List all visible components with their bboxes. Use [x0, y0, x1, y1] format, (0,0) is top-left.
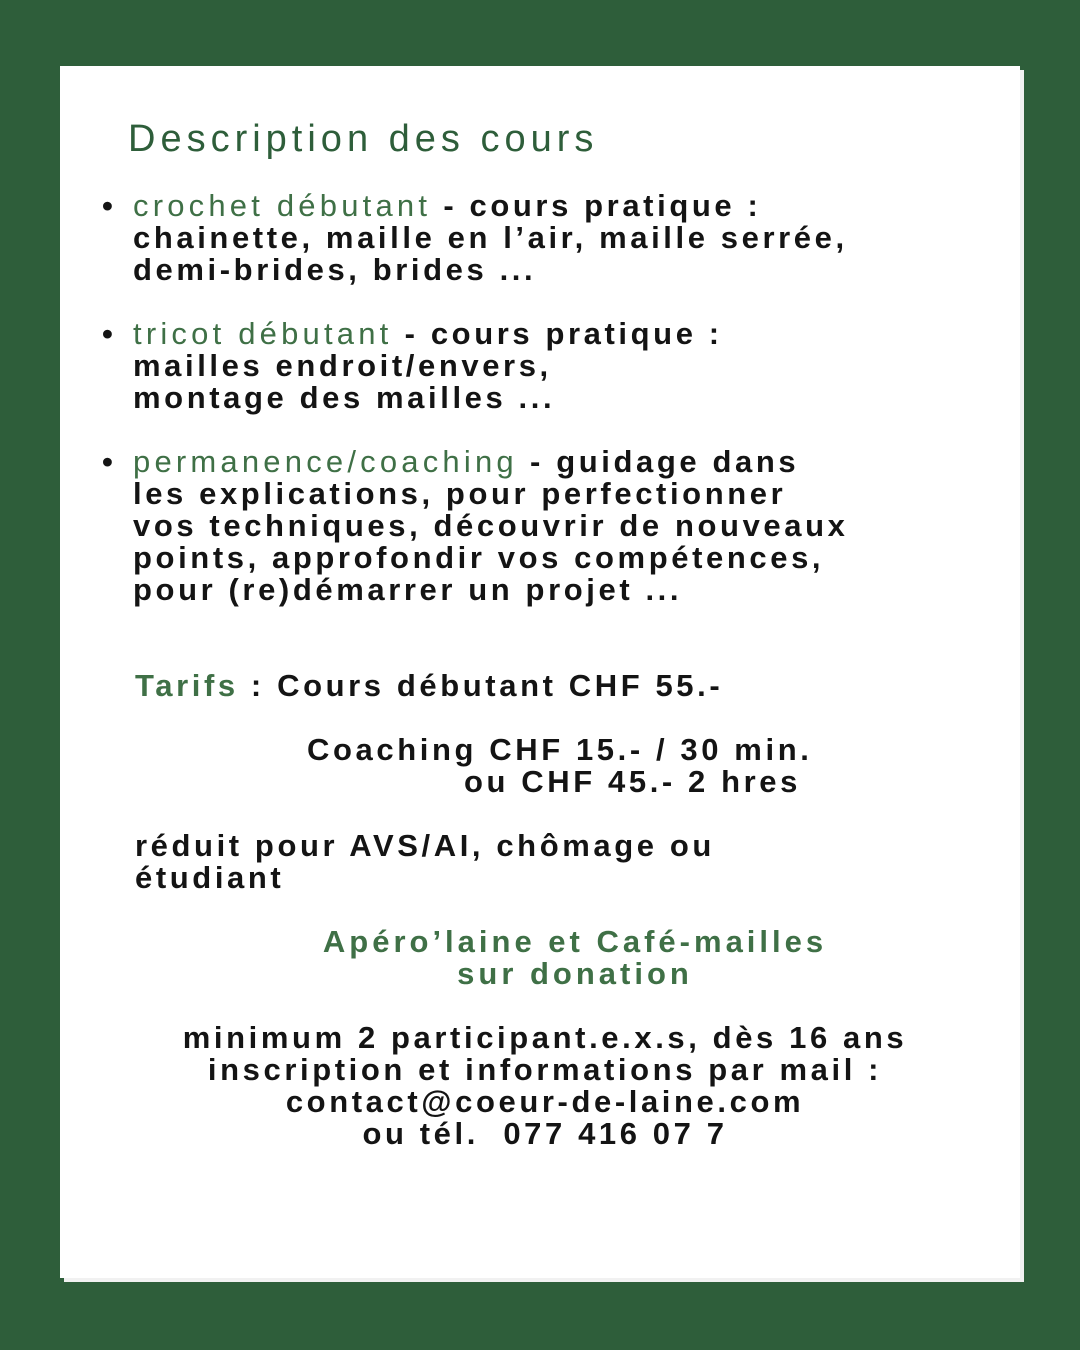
contact-email[interactable]: contact@coeur-de-laine.com — [285, 1084, 805, 1119]
events-line: Apéro’laine et Café-mailles — [322, 924, 828, 959]
course-detail-line: pour (re)démarrer un projet ... — [133, 572, 683, 607]
course-summary: cours pratique : — [469, 188, 762, 223]
reduced-line: réduit pour AVS/AI, chômage ou — [135, 828, 715, 863]
course-detail-line: demi-brides, brides ... — [133, 252, 537, 287]
course-name: tricot débutant — [133, 316, 393, 351]
course-separator: - — [392, 316, 431, 351]
bullet-icon: • — [102, 316, 117, 351]
course-price: Cours débutant CHF 55.- — [277, 668, 724, 703]
course-name: permanence/coaching — [133, 444, 518, 479]
bullet-icon: • — [102, 444, 117, 479]
tarifs-label: Tarifs — [135, 668, 239, 703]
events-donation: sur donation — [457, 956, 693, 991]
course-detail-line: les explications, pour perfectionner — [133, 476, 787, 511]
reduced-line: étudiant — [135, 860, 285, 895]
participants-info: minimum 2 participant.e.x.s, dès 16 ans — [182, 1020, 908, 1055]
course-separator: - — [517, 444, 557, 479]
course-summary: cours pratique : — [430, 316, 723, 351]
course-detail-line: montage des mailles ... — [133, 380, 556, 415]
page-title: Description des cours — [128, 118, 599, 160]
course-detail-line: vos techniques, découvrir de nouveaux — [133, 508, 849, 543]
course-separator: - — [431, 188, 470, 223]
course-detail-line: points, approfondir vos compétences, — [133, 540, 825, 575]
bullet-icon: • — [102, 188, 117, 223]
tarifs-colon: : — [238, 668, 278, 703]
coaching-price-alt: ou CHF 45.- 2 hres — [464, 764, 801, 799]
registration-info: inscription et informations par mail : — [207, 1052, 883, 1087]
course-name: crochet débutant — [133, 188, 432, 223]
course-detail-line: chainette, maille en l’air, maille serrée, — [133, 220, 848, 255]
contact-phone[interactable]: ou tél. 077 416 07 7 — [362, 1116, 728, 1151]
coaching-price: Coaching CHF 15.- / 30 min. — [307, 732, 813, 767]
course-summary: guidage dans — [556, 444, 800, 479]
course-detail-line: mailles endroit/envers, — [133, 348, 552, 383]
tarifs-row — [135, 670, 723, 702]
